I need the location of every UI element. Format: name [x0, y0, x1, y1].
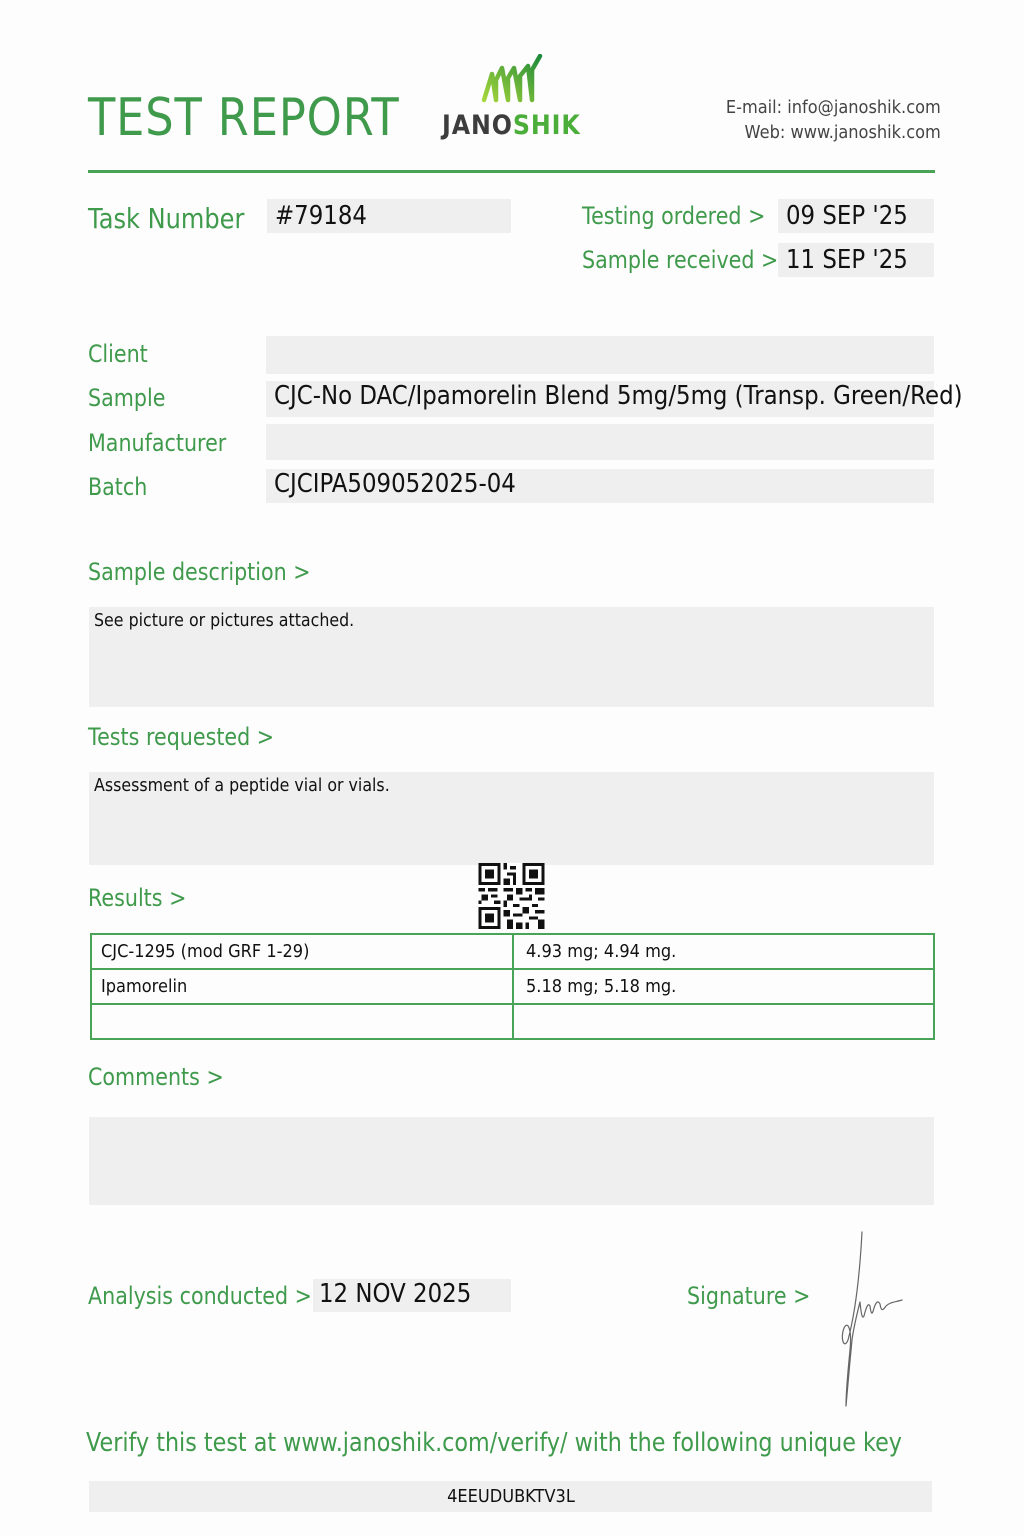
result-name-cell: CJC-1295 (mod GRF 1-29): [91, 934, 513, 969]
manufacturer-field: [266, 424, 934, 460]
result-value-cell: [513, 1004, 935, 1039]
client-field: [266, 336, 934, 374]
signature-icon: [830, 1230, 910, 1410]
unique-key-value: 4EEUDUBKTV3L: [446, 1486, 575, 1507]
task-number-value: #79184: [275, 201, 367, 231]
batch-value: CJCIPA509052025-04: [274, 469, 516, 499]
sample-description-box: [89, 607, 934, 707]
brand-logo: [440, 54, 590, 144]
testing-ordered-value: 09 SEP '25: [786, 201, 908, 231]
sample-label: Sample: [88, 384, 166, 412]
result-value-cell: 4.93 mg; 4.94 mg.: [513, 934, 935, 969]
testing-ordered-label: Testing ordered >: [582, 202, 766, 230]
contact-info: [726, 95, 941, 145]
client-label: Client: [88, 340, 148, 368]
analysis-conducted-field: [313, 1279, 511, 1312]
task-number-label: Task Number: [88, 202, 245, 235]
header-divider: [88, 170, 935, 173]
signature-label: Signature >: [687, 1282, 811, 1310]
table-row: [91, 969, 934, 1004]
table-row: [91, 934, 934, 969]
comments-box: [89, 1117, 934, 1205]
sample-received-value: 11 SEP '25: [786, 245, 908, 275]
unique-key-field: [89, 1481, 932, 1512]
testing-ordered-field: [778, 199, 934, 233]
qr-code-icon[interactable]: [478, 863, 545, 929]
sample-received-label: Sample received >: [582, 246, 779, 274]
tests-requested-box: [89, 772, 934, 865]
email-text: E-mail: info@janoshik.com: [726, 97, 941, 118]
results-label: Results >: [88, 884, 187, 912]
result-name-cell: [91, 1004, 513, 1039]
sample-received-field: [778, 243, 934, 277]
sample-value: CJC-No DAC/Ipamorelin Blend 5mg/5mg (Transp. Green/Red): [274, 381, 963, 411]
sample-description-text: See picture or pictures attached.: [94, 610, 355, 631]
sample-description-label: Sample description >: [88, 558, 311, 586]
result-value-cell: 5.18 mg; 5.18 mg.: [513, 969, 935, 1004]
tests-requested-label: Tests requested >: [88, 723, 275, 751]
table-row: [91, 1004, 934, 1039]
brand-wordmark: JANOSHIK: [442, 110, 581, 141]
analysis-conducted-value: 12 NOV 2025: [319, 1279, 472, 1309]
tests-requested-text: Assessment of a peptide vial or vials.: [94, 775, 390, 796]
results-table: [90, 933, 935, 1040]
logo-chart-icon: [480, 54, 544, 108]
task-number-field: [267, 199, 511, 233]
result-name-cell: Ipamorelin: [91, 969, 513, 1004]
verify-instruction: Verify this test at www.janoshik.com/verify/ with the following unique key: [86, 1428, 902, 1458]
web-text: Web: www.janoshik.com: [744, 122, 941, 143]
sample-field: [266, 381, 963, 417]
batch-field: [266, 469, 934, 503]
batch-label: Batch: [88, 473, 148, 501]
manufacturer-label: Manufacturer: [88, 429, 227, 457]
page-title: TEST REPORT: [88, 88, 400, 148]
comments-label: Comments >: [88, 1063, 224, 1091]
analysis-conducted-label: Analysis conducted >: [88, 1282, 312, 1310]
